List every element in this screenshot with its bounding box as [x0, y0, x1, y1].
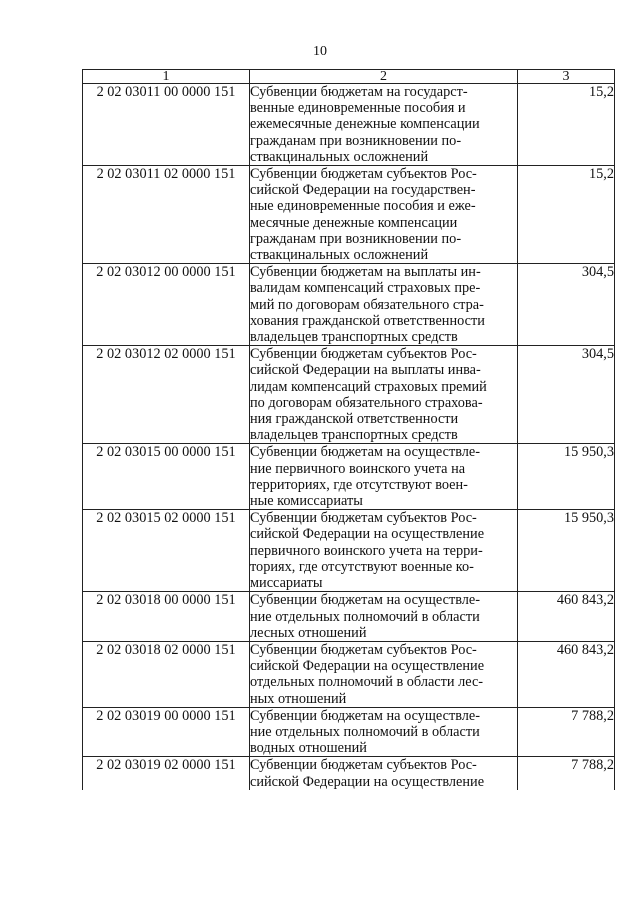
- description-cell: [250, 707, 518, 757]
- page-number: 10: [313, 44, 327, 59]
- budget-code-cell: 2 02 03019 02 0000 151: [83, 757, 250, 790]
- amount-cell: 15 950,3: [518, 444, 615, 510]
- description-line: Субвенции бюджетам на государст-: [250, 84, 468, 100]
- description-line: мий по договорам обязательного стра-: [250, 296, 484, 313]
- budget-code-cell: 2 02 03018 00 0000 151: [83, 592, 250, 642]
- column-header-code: 1: [83, 70, 250, 84]
- amount-cell: 460 843,2: [518, 592, 615, 642]
- table-row: [83, 346, 615, 444]
- column-header-description: 2: [250, 70, 518, 84]
- description-line: Субвенции бюджетам на осуществле-: [250, 707, 481, 724]
- description-line: лесных отношений: [250, 624, 367, 641]
- description-line: Субвенции бюджетам субъектов Рос-: [250, 510, 477, 527]
- description-line: месячные денежные компенсации: [250, 214, 458, 231]
- amount-cell: 15 950,3: [518, 510, 615, 592]
- table-row: [83, 757, 615, 790]
- description-line: владельцев транспортных средств: [250, 427, 458, 444]
- description-line: ния гражданской ответственности: [250, 411, 459, 428]
- description-line: водных отношений: [250, 740, 367, 757]
- budget-code-cell: 2 02 03011 02 0000 151: [83, 166, 250, 264]
- amount-cell: 15,2: [518, 166, 615, 264]
- description-line: сийской Федерации на выплаты инва-: [250, 362, 481, 379]
- description-line: гражданам при возникновении по-: [250, 132, 462, 149]
- description-line: гражданам при возникновении по-: [250, 230, 462, 247]
- description-line: Субвенции бюджетам субъектов Рос-: [250, 346, 477, 363]
- description-cell: [250, 592, 518, 642]
- description-line: Субвенции бюджетам субъектов Рос-: [250, 641, 477, 658]
- table-row: [83, 641, 615, 707]
- budget-code-cell: 2 02 03018 02 0000 151: [83, 641, 250, 707]
- description-line: ние отдельных полномочий в области: [250, 723, 480, 740]
- budget-code-cell: 2 02 03012 00 0000 151: [83, 264, 250, 346]
- description-cell: [250, 346, 518, 444]
- amount-cell: 304,5: [518, 264, 615, 346]
- description-line: первичного воинского учета на терри-: [250, 542, 483, 559]
- description-line: ных отношений: [250, 690, 347, 707]
- table-row: [83, 510, 615, 592]
- table-row: [83, 707, 615, 757]
- description-line: территориях, где отсутствуют воен-: [250, 476, 468, 493]
- description-line: Субвенции бюджетам субъектов Рос-: [250, 166, 477, 183]
- budget-code-cell: 2 02 03012 02 0000 151: [83, 346, 250, 444]
- description-cell: [250, 84, 518, 166]
- description-line: хования гражданской ответственности: [250, 312, 485, 329]
- description-line: сийской Федерации на государствен-: [250, 182, 476, 199]
- budget-table: [82, 69, 615, 790]
- amount-cell: 7 788,2: [518, 707, 615, 757]
- description-line: Субвенции бюджетам на выплаты ин-: [250, 264, 481, 281]
- description-line: ные единовременные пособия и еже-: [250, 198, 476, 215]
- budget-code-cell: 2 02 03019 00 0000 151: [83, 707, 250, 757]
- amount-cell: 460 843,2: [518, 641, 615, 707]
- table-row: [83, 444, 615, 510]
- description-line: ежемесячные денежные компенсации: [250, 116, 480, 133]
- description-line: сийской Федерации на осуществление: [250, 526, 485, 543]
- description-line: лидам компенсаций страховых премий: [250, 378, 487, 395]
- description-line: ние первичного воинского учета на: [250, 460, 466, 477]
- description-cell: [250, 264, 518, 346]
- table-row: [83, 264, 615, 346]
- description-line: сийской Федерации на осуществление: [250, 773, 485, 790]
- budget-code-cell: 2 02 03011 00 0000 151: [83, 84, 250, 166]
- amount-cell: 15,2: [518, 84, 615, 166]
- description-line: венные единовременные пособия и: [250, 100, 466, 117]
- description-cell: [250, 641, 518, 707]
- description-line: ние отдельных полномочий в области: [250, 608, 480, 625]
- table-row: [83, 166, 615, 264]
- budget-code-cell: 2 02 03015 00 0000 151: [83, 444, 250, 510]
- description-line: ные комиссариаты: [250, 493, 363, 510]
- description-cell: [250, 757, 518, 790]
- description-line: отдельных полномочий в области лес-: [250, 674, 484, 691]
- description-line: ствакцинальных осложнений: [250, 247, 429, 264]
- budget-code-cell: 2 02 03015 02 0000 151: [83, 510, 250, 592]
- description-line: валидам компенсаций страховых пре-: [250, 280, 481, 297]
- table-row: [83, 592, 615, 642]
- description-line: Субвенции бюджетам на осуществле-: [250, 592, 481, 609]
- description-line: сийской Федерации на осуществление: [250, 658, 485, 675]
- amount-cell: 304,5: [518, 346, 615, 444]
- description-line: по договорам обязательного страхова-: [250, 394, 483, 411]
- description-line: миссариаты: [250, 575, 323, 592]
- table-body: [83, 84, 615, 790]
- description-line: Субвенции бюджетам субъектов Рос-: [250, 757, 477, 774]
- description-cell: [250, 444, 518, 510]
- description-line: ствакцинальных осложнений: [250, 148, 429, 165]
- description-cell: [250, 166, 518, 264]
- amount-cell: 7 788,2: [518, 757, 615, 790]
- column-header-amount: 3: [518, 70, 615, 84]
- description-line: владельцев транспортных средств: [250, 329, 458, 346]
- description-line: Субвенции бюджетам на осуществле-: [250, 444, 481, 461]
- table-header-row: [83, 70, 615, 84]
- description-cell: [250, 510, 518, 592]
- table-row: [83, 84, 615, 166]
- description-line: ториях, где отсутствуют военные ко-: [250, 558, 474, 575]
